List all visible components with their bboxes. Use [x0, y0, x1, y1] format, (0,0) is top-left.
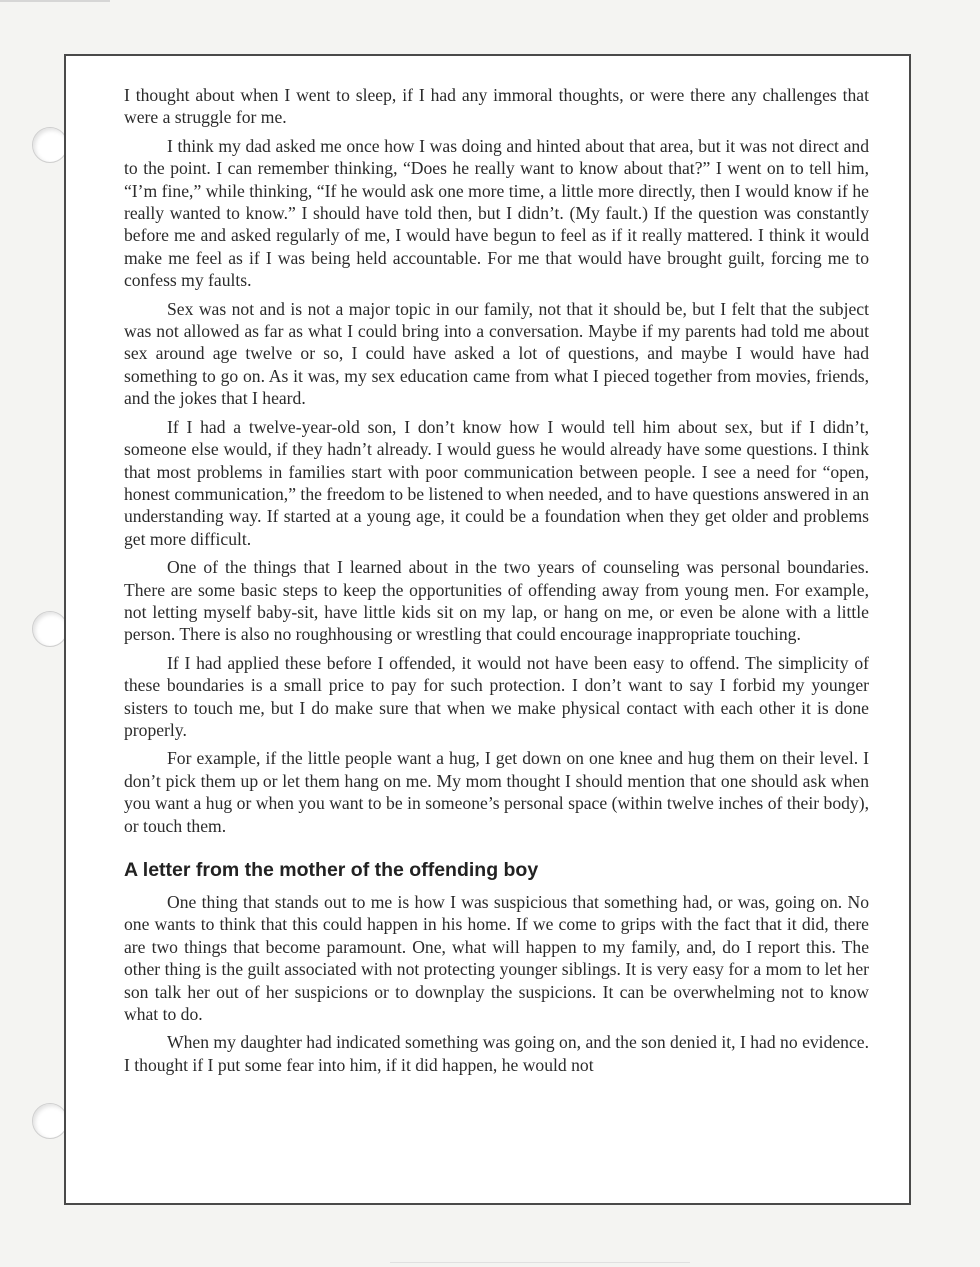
scan-bottom-edge: [390, 1262, 690, 1263]
paragraph-6: If I had applied these before I offended, it would not have been easy to offend. The simplicity of these boundaries is a small price to pay for such protection. I don’t want to say I forbid my younger sisters to touch me, but I do make sure that when we make physical contact with each other it is done properly.: [124, 652, 869, 740]
paragraph-5: One of the things that I learned about in the two years of counseling was personal boundaries. There are some basic steps to keep the opportunities of offending away from young men. For example, not letting myself baby-sit, have little kids sit on my lap, or hang on me, or even be alone with a little person. There is also no roughhousing or wrestling that could encourage inappropriate touching.: [124, 557, 869, 645]
paragraph-4: If I had a twelve-year-old son, I don’t know how I would tell him about sex, but if I didn’t, someone else would, if they hadn’t already. I would guess he would already have some questions. I think that most problems in families start with poor communication between people. I see a need for “open, honest communication,” the freedom to be listened to when needed, and to have questions answered in an understanding way. If started at a young age, it could be a foundation when they get older and problems get more difficult.: [124, 416, 869, 549]
page-frame: [64, 54, 911, 1205]
punch-hole-bottom: [32, 1103, 68, 1139]
paragraph-1: I thought about when I went to sleep, if I had any immoral thoughts, or were there any challenges that were a struggle for me.: [124, 85, 869, 128]
paragraph-7: For example, if the little people want a hug, I get down on one knee and hug them on their level. I don’t pick them up or let them hang on me. My mom thought I should mention that one should ask when you want a hug or when you want to be in someone’s personal space (within twelve inches of their body), or touch them.: [124, 748, 869, 836]
punch-hole-middle: [32, 611, 68, 647]
section-heading: A letter from the mother of the offending boy: [124, 859, 539, 881]
punch-hole-top: [32, 127, 68, 163]
page-content: [124, 84, 869, 1082]
paragraph-3: Sex was not and is not a major topic in our family, not that it should be, but I felt that the subject was not allowed as far as what I could bring into a conversation. Maybe if my parents had told me about sex around age twelve or so, I could have asked a lot of questions, and maybe I would have had something to go on. As it was, my sex education came from what I pieced together from movies, friends, and the jokes that I heard.: [124, 298, 869, 409]
paragraph-2: I think my dad asked me once how I was doing and hinted about that area, but it was not direct and to the point. I can remember thinking, “Does he really want to know about that?” I went on to tell him, “I’m fine,” while thinking, “If he would ask one more time, a little more directly, then I would know if he really wanted to know.” I should have told then, but I didn’t. (My fault.) If the question was constantly before me and asked regularly of me, I would have begun to feel as if it really mattered. I think it would make me feel as if I was being held accountable. For me that would have brought guilt, forcing me to confess my faults.: [124, 135, 869, 291]
paragraph-8: One thing that stands out to me is how I was suspicious that something had, or was, going on. No one wants to think that this could happen in his home. If we come to grips with the fact that it did, there are two things that become paramount. One, what will happen to my family, and, do I report this. The other thing is the guilt associated with not protecting younger siblings. It is very easy for a mom to let her son talk her out of her suspicions or to downplay the suspicions. It can be overwhelming not to know what to do.: [124, 892, 869, 1025]
scan-edge: [0, 0, 110, 2]
paragraph-9: When my daughter had indicated something was going on, and the son denied it, I had no evidence. I thought if I put some fear into him, if it did happen, he would not: [124, 1032, 869, 1075]
